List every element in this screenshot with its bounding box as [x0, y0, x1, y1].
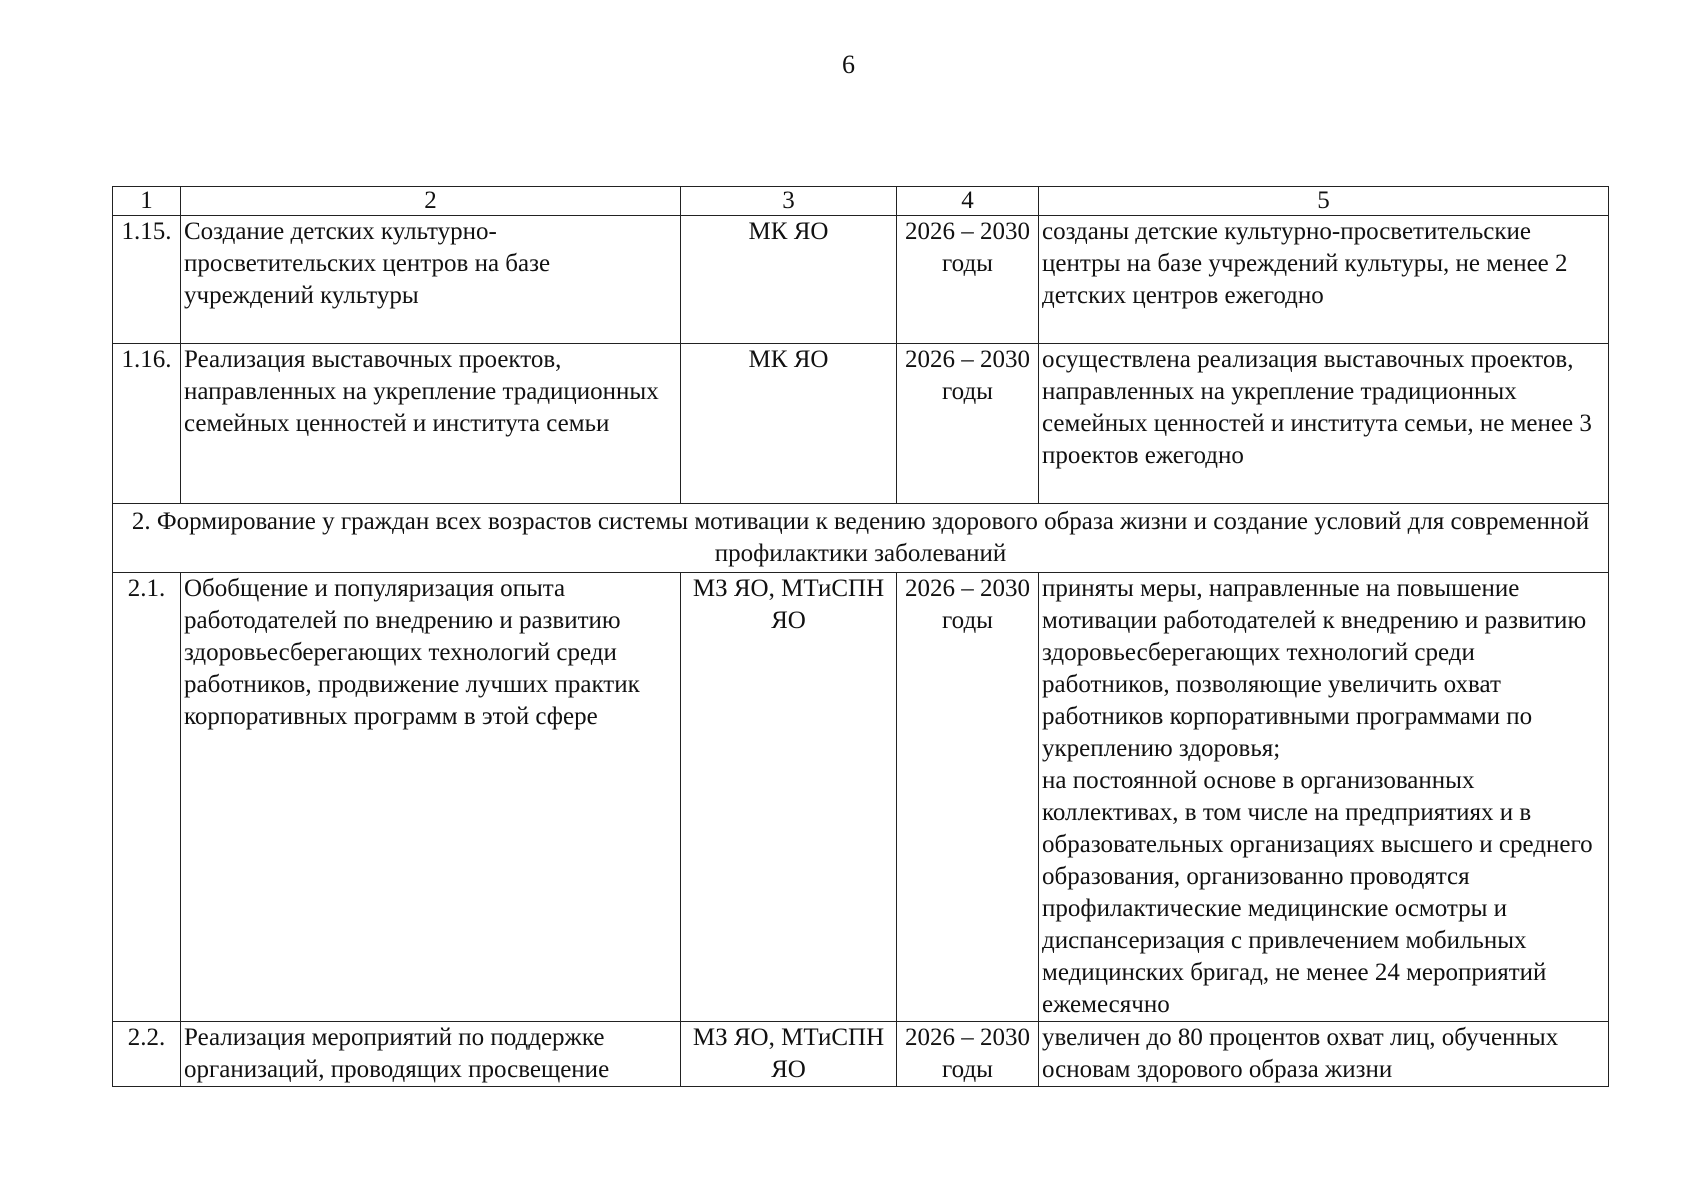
- column-header-executor: 3: [681, 187, 897, 216]
- result-cell: осуществлена реализация выставочных проектов, направленных на укрепление традиционных семейных ценностей и института семьи, не менее 3 проектов ежегодно: [1039, 344, 1609, 504]
- column-header-event: 2: [181, 187, 681, 216]
- executor-cell: МК ЯО: [681, 344, 897, 504]
- table-row: [113, 216, 1609, 344]
- event-cell: Реализация мероприятий по поддержке организаций, проводящих просвещение: [181, 1022, 681, 1087]
- executor-cell: МЗ ЯО, МТиСПН ЯО: [681, 1022, 897, 1087]
- executor-cell: МК ЯО: [681, 216, 897, 344]
- executor-cell: МЗ ЯО, МТиСПН ЯО: [681, 573, 897, 1022]
- result-text: приняты меры, направленные на повышение мотивации работодателей к внедрению и развитию здоровьесберегающих технологий среди работников, позволяющие увеличить охват работников корпоративными программами по укреплению здоровья;: [1042, 575, 1587, 762]
- table-row: [113, 573, 1609, 1022]
- section-heading: 2. Формирование у граждан всех возрастов системы мотивации к ведению здорового образа жизни и создание условий для современной профилактики заболеваний: [113, 504, 1609, 573]
- event-cell: Реализация выставочных проектов, направленных на укрепление традиционных семейных ценностей и института семьи: [181, 344, 681, 504]
- row-number: 1.16.: [113, 344, 181, 504]
- event-cell: Обобщение и популяризация опыта работодателей по внедрению и развитию здоровьесберегающих технологий среди работников, продвижение лучших практик корпоративных программ в этой сфере: [181, 573, 681, 1022]
- period-cell: 2026 – 2030 годы: [897, 1022, 1039, 1087]
- period-cell: 2026 – 2030 годы: [897, 573, 1039, 1022]
- table-row: [113, 344, 1609, 504]
- table-header-row: [113, 187, 1609, 216]
- row-number: 1.15.: [113, 216, 181, 344]
- page-number: 6: [842, 50, 855, 79]
- row-number: 2.2.: [113, 1022, 181, 1087]
- event-cell: Создание детских культурно-просветительских центров на базе учреждений культуры: [181, 216, 681, 344]
- result-cell: увеличен до 80 процентов охват лиц, обученных основам здорового образа жизни: [1039, 1022, 1609, 1087]
- result-cell: [1039, 573, 1609, 1022]
- column-header-period: 4: [897, 187, 1039, 216]
- column-header-number: 1: [113, 187, 181, 216]
- column-header-result: 5: [1039, 187, 1609, 216]
- result-text-extra: на постоянной основе в организованных коллективах, в том числе на предприятиях и в образовательных организациях высшего и среднего образования, организованно проводятся профилактические медицинские осмотры и диспансеризация с привлечением мобильных медицинских бригад, не менее 24 мероприятий ежемесячно: [1042, 767, 1593, 1018]
- period-cell: 2026 – 2030 годы: [897, 216, 1039, 344]
- row-number: 2.1.: [113, 573, 181, 1022]
- table-row: [113, 1022, 1609, 1087]
- section-row: [113, 504, 1609, 573]
- measures-table: [112, 186, 1609, 1087]
- result-cell: созданы детские культурно-просветительские центры на базе учреждений культуры, не менее 2 детских центров ежегодно: [1039, 216, 1609, 344]
- period-cell: 2026 – 2030 годы: [897, 344, 1039, 504]
